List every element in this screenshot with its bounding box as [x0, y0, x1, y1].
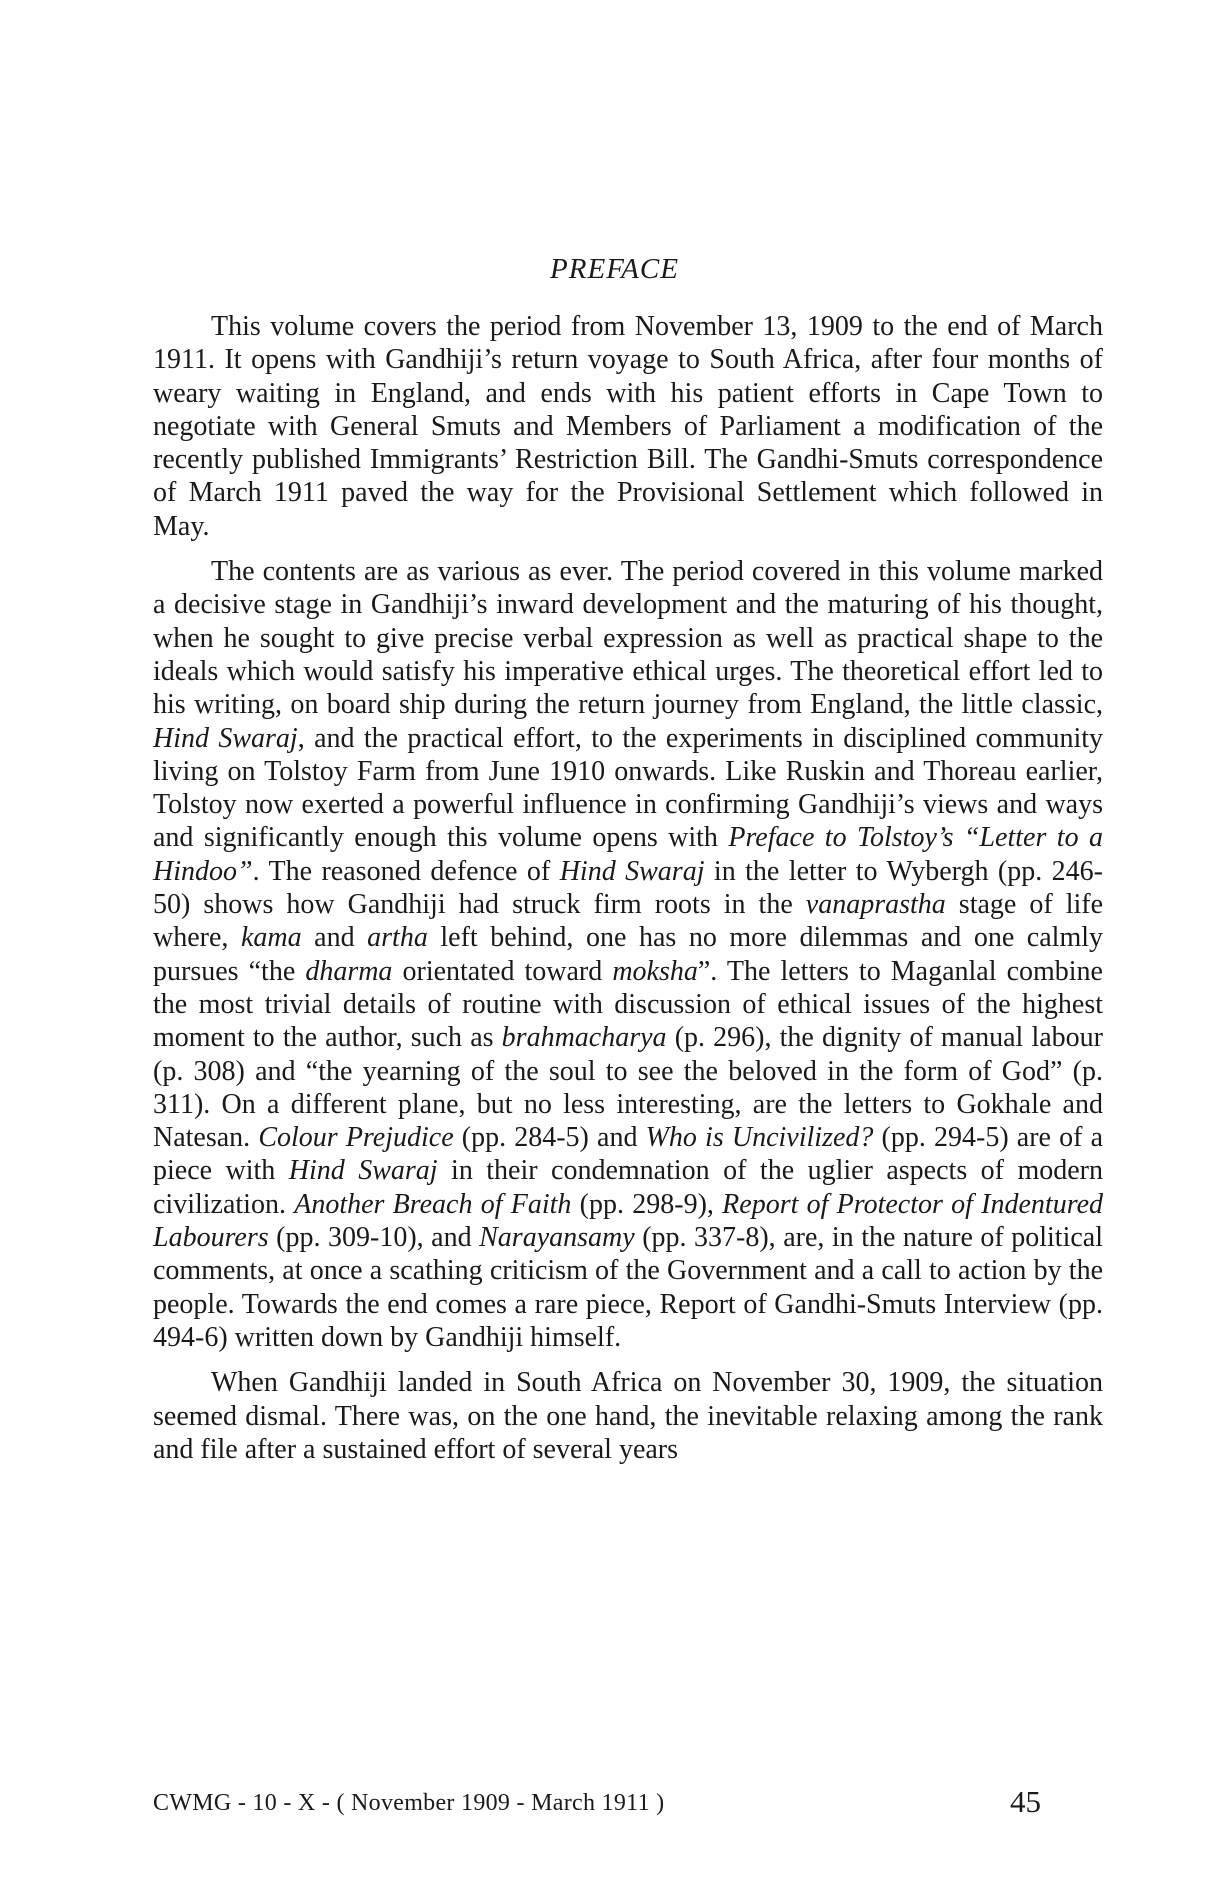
- text-run: (pp. 309-10), and: [268, 1222, 480, 1254]
- page-number: 45: [1010, 1784, 1041, 1819]
- text-run: in their condemnation of the uglier aspects of modern civilization.: [153, 1155, 1103, 1220]
- italic-text: moksha: [612, 955, 698, 987]
- text-run: The contents are as various as ever. The period covered in this volume marked a decisive stage in Gandhiji’s inward development and the maturing of his thought, when he sought to give precise verbal expression as well as practical shape to the ideals which would satisfy his imperative ethical urges. The theoretical effort led to his writing, on board ship during the return journey from England, the little classic,: [153, 556, 1103, 721]
- text-run: , and the practical effort, to the experiments in disciplined community living on Tolstoy Farm from June 1910 onwards. Like Ruskin and Thoreau earlier, Tolstoy now exerted a powerful influence in confirming Gandhiji’s views and ways and significantly enough this volume opens with: [153, 722, 1104, 854]
- text-run: (pp. 284-5) and: [453, 1122, 646, 1154]
- text-run: When Gandhiji landed in South Africa on November 30, 1909, the situation seemed dismal. There was, on the one hand, the inevitable relaxing among the rank and file after a sustained effort of several years: [153, 1367, 1103, 1465]
- italic-text: Narayansamy: [479, 1222, 635, 1254]
- italic-text: vanaprastha: [805, 889, 946, 921]
- italic-text: kama: [240, 922, 302, 954]
- italic-text: Report of Protector of Indentured Labourers: [153, 1188, 1103, 1254]
- text-run: (pp. 298-9),: [571, 1188, 723, 1220]
- footer-series: CWMG - 10 - X - ( November 1909 - March 1911 ): [153, 1790, 665, 1816]
- paragraph: [153, 310, 1103, 543]
- text-run: and: [301, 922, 368, 954]
- text-run: orientated toward: [392, 955, 613, 987]
- text-run: ”. The letters to Maganlal combine the most trivial details of routine with discussion of ethical issues of the highest moment to the author, such as: [153, 955, 1103, 1054]
- italic-text: Hind Swaraj: [559, 855, 705, 887]
- italic-text: Colour Prejudice: [258, 1122, 454, 1154]
- text-run: stage of life where,: [153, 889, 1104, 954]
- text-run: . The reasoned defence of: [252, 855, 560, 887]
- text-run: (pp. 337-8), are, in the nature of political comments, at once a scathing criticism of the Government and a call to action by the people. Towards the end comes a rare piece, Report of Gandhi-Smuts Interview (pp. 494-6) written down by Gandhiji himself.: [153, 1222, 1103, 1353]
- italic-text: dharma: [305, 955, 393, 987]
- italic-text: Hind Swaraj: [288, 1155, 438, 1187]
- paragraph: [153, 555, 1103, 1354]
- italic-text: artha: [367, 922, 428, 954]
- italic-text: brahmacharya: [501, 1022, 667, 1054]
- text-run: (p. 296), the dignity of manual labour (p. 308) and “the yearning of the soul to see the beloved in the form of God” (p. 311). On a different plane, but no less interesting, are the letters to Gokhale and Natesan.: [153, 1022, 1104, 1154]
- text-run: This volume covers the period from November 13, 1909 to the end of March 1911. It opens with Gandhiji’s return voyage to South Africa, after four months of weary waiting in England, and ends with his patient efforts in Cape Town to negotiate with General Smuts and Members of Parliament a modification of the recently published Immigrants’ Restriction Bill. The Gandhi-Smuts correspondence of March 1911 paved the way for the Provisional Settlement which followed in May.: [153, 311, 1103, 542]
- italic-text: Preface to Tolstoy’s “Letter to a Hindoo”: [153, 822, 1103, 887]
- italic-text: Hind Swaraj: [153, 722, 298, 754]
- italic-text: Another Breach of Faith: [294, 1188, 572, 1220]
- preface-body: [153, 310, 1103, 1478]
- page-title: PREFACE: [550, 253, 679, 285]
- italic-text: Who is Uncivilized?: [645, 1122, 874, 1154]
- text-run: left behind, one has no more dilemmas and one calmly pursues “the: [153, 922, 1104, 987]
- text-run: (pp. 294-5) are of a piece with: [153, 1122, 1103, 1187]
- text-run: in the letter to Wybergh (pp. 246-50) shows how Gandhiji had struck firm roots in the: [153, 855, 1103, 921]
- paragraph: [153, 1366, 1103, 1466]
